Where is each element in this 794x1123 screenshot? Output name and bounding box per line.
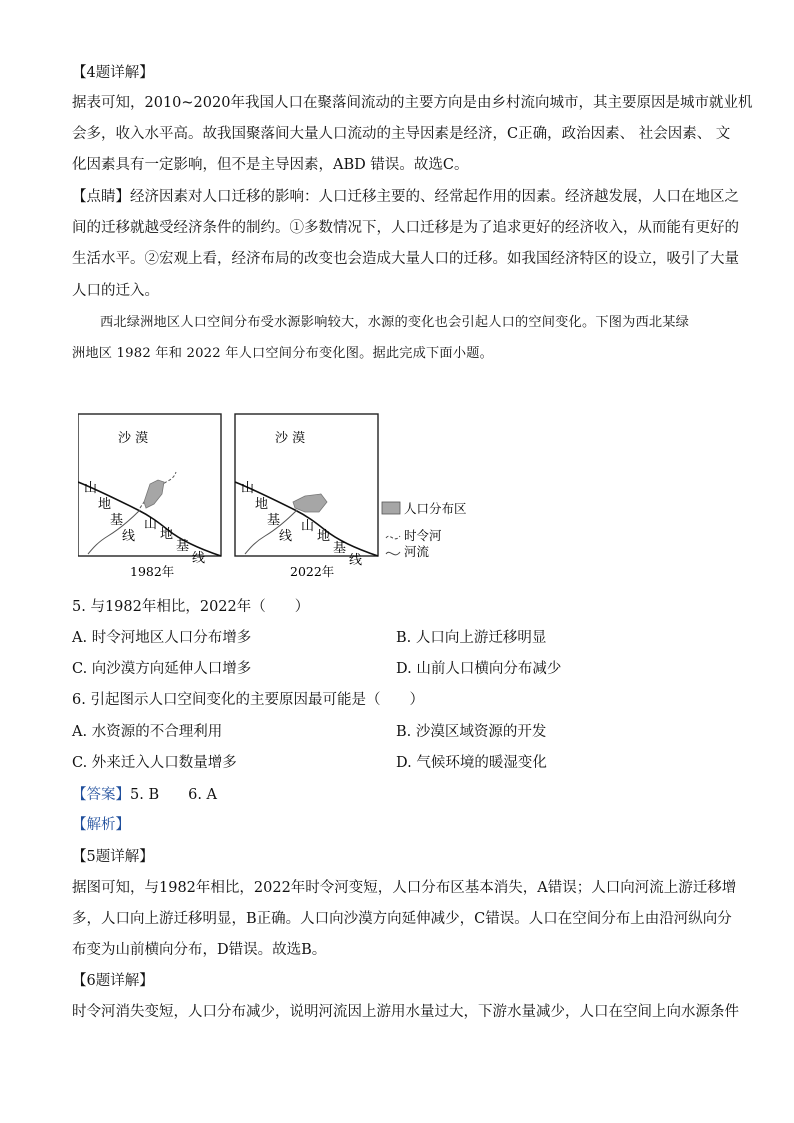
q6-option-b: B. 沙漠区域资源的开发 — [396, 724, 547, 740]
map-2022-label-xian-2: 线 — [349, 553, 363, 568]
map-2022-label-ji-2: 基 — [333, 541, 347, 556]
map-svg — [78, 412, 498, 592]
q5-detail-line-2: 多，人口向上游迁移明显，B正确。人口向沙漠方向延伸减少，C错误。人口在空间分布上由沿河纵向分 — [72, 911, 732, 927]
q4-para-line-3: 化因素具有一定影响，但不是主导因素，ABD 错误。故选C。 — [72, 157, 469, 173]
q4-para-line-2: 会多，收入水平高。故我国聚落间大量人口流动的主导因素是经济，C正确，政治因素、 社会因素、 文 — [72, 126, 731, 142]
map-2022-label-di-2: 地 — [317, 529, 331, 544]
legend-river-label: 河流 — [404, 544, 430, 559]
q5-detail-line-1: 据图可知，与1982年相比，2022年时令河变短，人口分布区基本消失，A错误；人口向河流上游迁移增 — [72, 880, 737, 896]
dianjing-line-2: 间的迁移就越受经济条件的制约。①多数情况下，人口迁移是为了追求更好的经济收入，从而能有更好的 — [72, 220, 739, 236]
map-1982-label-ji-2: 基 — [176, 539, 190, 554]
q6-stem: 6. 引起图示人口空间变化的主要原因最可能是（ ） — [72, 692, 424, 708]
map-1982-label-shan-2: 山 — [144, 517, 158, 532]
map-2022-label-di: 地 — [255, 497, 269, 512]
q6-detail-heading: 【6题详解】 — [72, 973, 154, 989]
map-1982-desert-label: 沙 漠 — [118, 431, 149, 446]
legend-population-swatch — [382, 502, 400, 514]
answer-value: 5. B 6. A — [130, 787, 218, 803]
q6-option-a: A. 水资源的不合理利用 — [72, 724, 223, 740]
q5-option-a: A. 时令河地区人口分布增多 — [72, 630, 252, 646]
map-2022-label-xian: 线 — [279, 529, 293, 544]
map-2022-label-shan-2: 山 — [301, 519, 315, 534]
intro-line-2: 洲地区 1982 年和 2022 年人口空间分布变化图。据此完成下面小题。 — [72, 346, 493, 361]
map-1982-label-ji: 基 — [110, 513, 124, 528]
map-1982-label-xian: 线 — [122, 529, 136, 544]
dianjing-line-3: 生活水平。②宏观上看，经济布局的改变也会造成大量人口的迁移。如我国经济特区的设立，吸引了大量 — [72, 251, 739, 267]
analysis-label: 【解析】 — [72, 817, 130, 833]
q5-option-d: D. 山前人口横向分布减少 — [396, 661, 562, 677]
caption-2022: 2022年 — [290, 564, 335, 579]
map-1982-label-di: 地 — [98, 497, 112, 512]
legend-seasonal-river-label: 时令河 — [404, 528, 442, 543]
map-1982 — [78, 414, 221, 566]
q5-option-c: C. 向沙漠方向延伸人口增多 — [72, 661, 252, 677]
map-2022 — [235, 414, 378, 568]
population-map-figure — [78, 412, 498, 592]
q5-stem: 5. 与1982年相比，2022年（ ） — [72, 599, 310, 615]
q4-para-line-1: 据表可知，2010~2020年我国人口在聚落间流动的主要方向是由乡村流向城市，其主要原因是城市就业机 — [72, 95, 753, 111]
q6-detail-line-1: 时令河消失变短，人口分布减少，说明河流因上游用水量过大，下游水量减少，人口在空间上向水源条件 — [72, 1004, 739, 1020]
q5-option-b: B. 人口向上游迁移明显 — [396, 630, 547, 646]
dianjing-line-1: 【点睛】经济因素对人口迁移的影响：人口迁移主要的、经常起作用的因素。经济越发展，人口在地区之 — [72, 189, 739, 205]
map-2022-label-shan: 山 — [241, 481, 255, 496]
q4-heading: 【4题详解】 — [72, 65, 154, 81]
q6-option-d: D. 气候环境的暖湿变化 — [396, 755, 547, 771]
intro-line-1: 西北绿洲地区人口空间分布受水源影响较大，水源的变化也会引起人口的空间变化。下图为西北某绿 — [100, 315, 690, 330]
legend-river-symbol — [386, 552, 400, 555]
legend-seasonal-river-symbol — [386, 536, 400, 539]
legend-population-label: 人口分布区 — [404, 501, 467, 516]
dianjing-line-4: 人口的迁入。 — [72, 283, 159, 299]
map-2022-label-ji: 基 — [267, 513, 281, 528]
q5-detail-line-3: 布变为山前横向分布，D错误。故选B。 — [72, 942, 327, 958]
map-2022-frame — [235, 414, 378, 556]
q6-option-c: C. 外来迁入人口数量增多 — [72, 755, 237, 771]
answer-line — [72, 784, 217, 806]
answer-label: 【答案】 — [72, 787, 130, 803]
q5-detail-heading: 【5题详解】 — [72, 849, 154, 865]
map-legend — [382, 501, 467, 559]
map-1982-label-xian-2: 线 — [192, 551, 206, 566]
map-2022-desert-label: 沙 漠 — [275, 431, 306, 446]
map-1982-label-di-2: 地 — [160, 527, 174, 542]
caption-1982: 1982年 — [130, 564, 175, 579]
map-1982-label-shan: 山 — [84, 481, 98, 496]
